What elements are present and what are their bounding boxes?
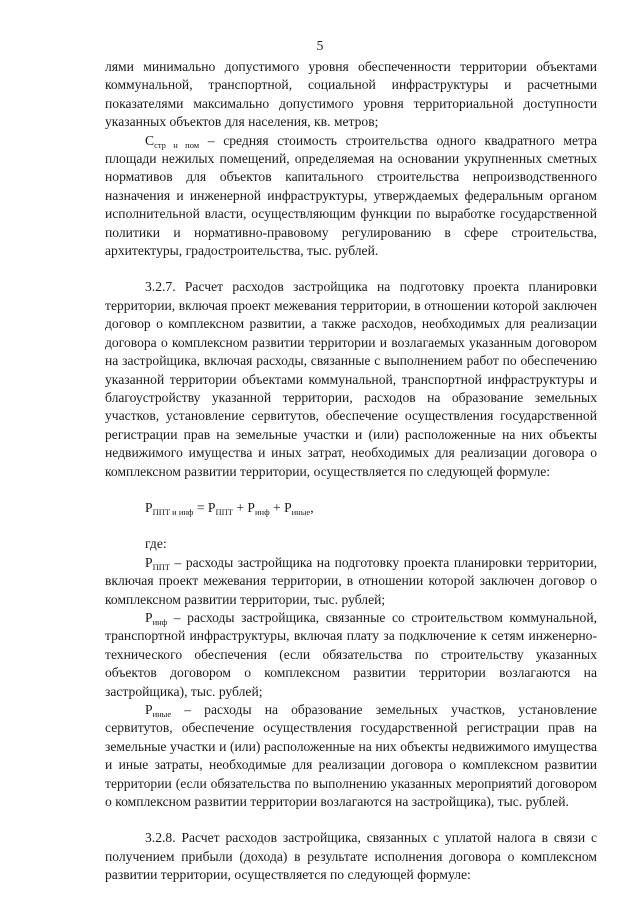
where-label: где: (145, 536, 167, 552)
symbol-subscript: стр н пом (154, 139, 200, 150)
spacer (105, 517, 597, 535)
spacer (105, 481, 597, 499)
definition-text: – расходы застройщика, связанные со строительством коммунальной, транспортной инфраструктуры, включая плату за подключение к сетям инженерно-технического обеспечения (если обязательства по строительству указанных объектов договором о комплексном развитии территории возлагаются на застройщика), тыс. рублей; (105, 609, 597, 699)
symbol: Р (145, 609, 153, 625)
document-body (105, 58, 597, 885)
page-number: 5 (316, 38, 324, 53)
definition-text: – расходы застройщика на подготовку проекта планировки территории, включая проект межевания территории, в отношении которой заключен договор о комплексном развитии территории, тыс. рублей; (105, 554, 597, 607)
symbol-subscript: ППТ (152, 561, 171, 572)
formula: $Р_{ППТ и инф} = Р_{ППТ} + Р_{инф} + Р_{иные}$, (145, 499, 314, 517)
symbol: Р (145, 702, 153, 717)
paragraph-continuation: лями минимально допустимого уровня обеспеченности территории объектами коммунальной, транспортной, социальной инфраструктуры и расчетными показателями максимально допустимого уровня территориальной доступности указанных объектов для населения, кв. метров; (105, 59, 597, 130)
clause-3-2-7: 3.2.7. Расчет расходов застройщика на подготовку проекта планировки территории, включая проект межевания территории, в отношении которой заключен договор о комплексном развитии, а также расходов, необходимых для реализации договора о комплексном развитии территории и возлагаемых указанным договором на застройщика, включая расходы, связанные с выполнением работ по обеспечению указанной территории объектами коммунальной, транспортной инфраструктуры и благоустройству указанной территории, расходов на образование земельных участков, установление сервитутов, обеспечение осуществления государственной регистрации прав на земельные участки и (или) расположенные на них объекты недвижимого имущества и иных затрат, необходимых для реализации договора о комплексном развитии территории, осуществляется по следующей формуле: (105, 279, 597, 479)
definition-p-ppt (105, 554, 597, 609)
symbol-subscript: инф (152, 616, 168, 627)
spacer (105, 811, 597, 829)
definition-p-inye (105, 701, 597, 811)
clause-3-2-8: 3.2.8. Расчет расходов застройщика, связанных с уплатой налога в связи с получением прибыли (дохода) в результате исполнения договора о комплексном развитии территории, осуществляется по следующей формуле: (105, 830, 597, 883)
symbol: С (145, 132, 155, 148)
definition-text: – средняя стоимость строительства одного квадратного метра площади нежилых помещений, определяемая на основании укрупненных сметных нормативов для объектов капитального строительства непроизводственного назначения и инженерной инфраструктуры, утверждаемых федеральным органом исполнительной власти, осуществляющим функции по выработке государственной политики и нормативно-правовому регулированию в сфере строительства, архитектуры, градостроительства, тыс. рублей. (105, 132, 598, 259)
spacer (105, 260, 597, 278)
definition-c-str-n-pom (105, 132, 597, 261)
symbol-subscript: иные (152, 709, 172, 719)
definition-text: – расходы на образование земельных участков, установление сервитутов, обеспечение осуществления государственной регистрации прав на земельные участки и (или) расположенные на них объекты недвижимого имущества и иные затраты, необходимые для реализации договора о комплексном развитии территории (если обязательства по выполнению указанных мероприятий договором о комплексном развитии территории возлагаются на застройщика), тыс. рублей. (105, 702, 597, 810)
definition-p-inf (105, 609, 597, 701)
symbol: Р (145, 554, 153, 570)
